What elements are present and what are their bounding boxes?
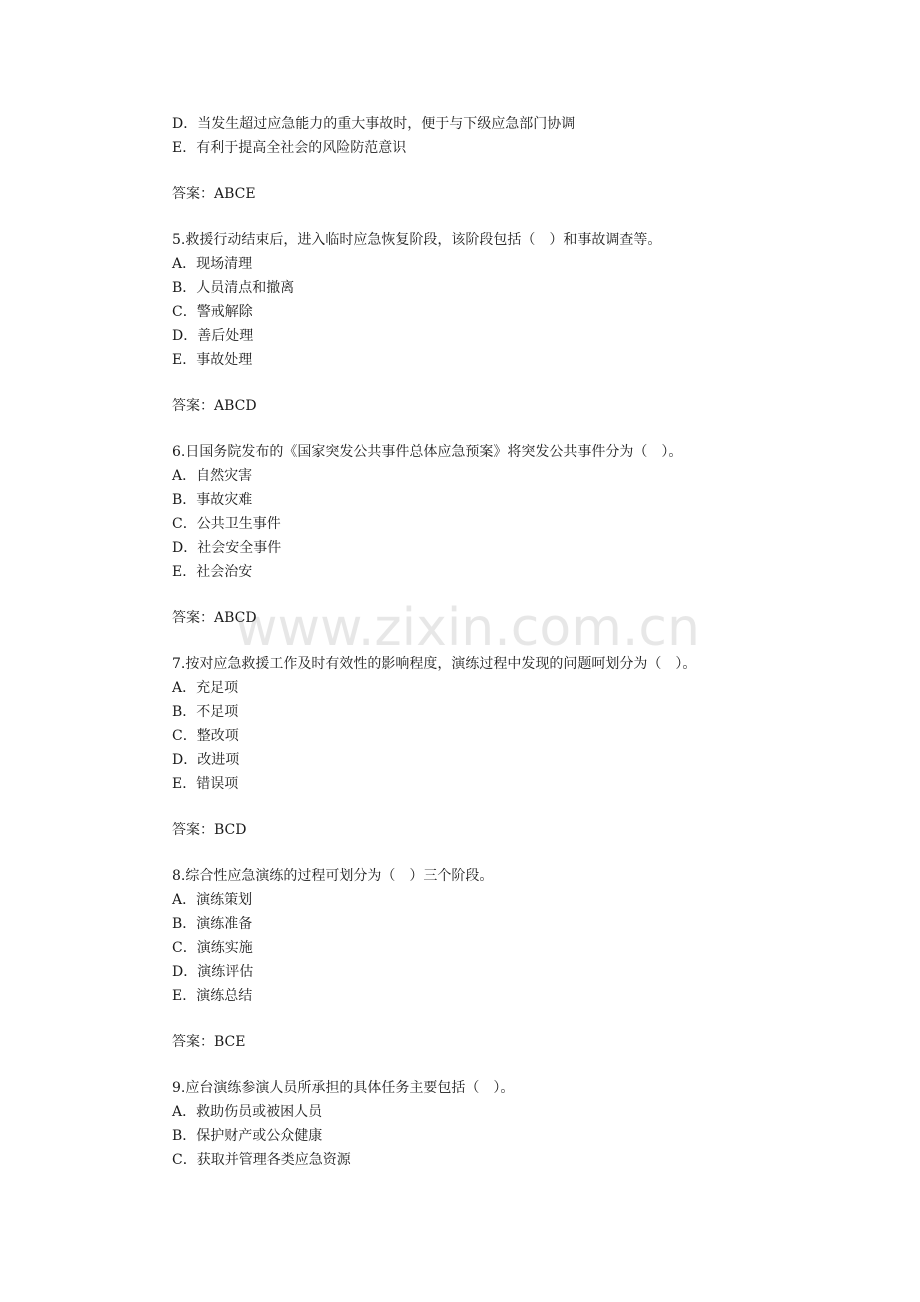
option-b: B．演练准备 xyxy=(172,916,253,932)
option-e: E．有利于提高全社会的风险防范意识 xyxy=(172,140,407,156)
option-e: E．事故处理 xyxy=(172,352,253,368)
question-stem: 8.综合性应急演练的过程可划分为（ ）三个阶段。 xyxy=(172,868,494,884)
answer-line: 答案：BCE xyxy=(172,1034,246,1050)
option-b: B．不足项 xyxy=(172,704,239,720)
option-a: A．充足项 xyxy=(172,680,239,696)
option-b: B．事故灾难 xyxy=(172,492,253,508)
option-e: E．社会治安 xyxy=(172,564,253,580)
option-d: D．善后处理 xyxy=(172,328,254,344)
option-c: C．警戒解除 xyxy=(172,304,253,320)
answer-line: 答案：ABCD xyxy=(172,610,257,626)
option-d: D．当发生超过应急能力的重大事故时，便于与下级应急部门协调 xyxy=(172,116,576,132)
option-a: A．演练策划 xyxy=(172,892,253,908)
question-stem: 9.应台演练参演人员所承担的具体任务主要包括（ ）。 xyxy=(172,1080,515,1096)
option-e: E．错误项 xyxy=(172,776,239,792)
option-c: C．获取并管理各类应急资源 xyxy=(172,1152,351,1168)
document-page xyxy=(172,112,872,1172)
option-a: A．救助伤员或被困人员 xyxy=(172,1104,323,1120)
question-6 xyxy=(172,440,872,652)
option-b: B．保护财产或公众健康 xyxy=(172,1128,323,1144)
option-d: D．改进项 xyxy=(172,752,240,768)
option-d: D．社会安全事件 xyxy=(172,540,282,556)
watermark: www.zixin.com.cn xyxy=(235,598,700,658)
option-c: C．整改项 xyxy=(172,728,239,744)
question-5 xyxy=(172,228,872,440)
answer-line: 答案：BCD xyxy=(172,822,247,838)
option-c: C．演练实施 xyxy=(172,940,253,956)
option-a: A．自然灾害 xyxy=(172,468,253,484)
option-a: A．现场清理 xyxy=(172,256,253,272)
question-stem: 5.救援行动结束后，进入临时应急恢复阶段，该阶段包括（ ）和事故调查等。 xyxy=(172,232,662,248)
option-c: C．公共卫生事件 xyxy=(172,516,281,532)
answer-line: 答案：ABCE xyxy=(172,186,256,202)
prev-question xyxy=(172,112,872,228)
option-b: B．人员清点和撤离 xyxy=(172,280,295,296)
question-7 xyxy=(172,652,872,864)
answer-line: 答案：ABCD xyxy=(172,398,257,414)
question-stem: 6.日国务院发布的《国家突发公共事件总体应急预案》将突发公共事件分为（ ）。 xyxy=(172,444,683,460)
option-d: D．演练评估 xyxy=(172,964,254,980)
question-8 xyxy=(172,864,872,1076)
option-e: E．演练总结 xyxy=(172,988,253,1004)
question-stem: 7.按对应急救援工作及时有效性的影响程度，演练过程中发现的问题呵划分为（ ）。 xyxy=(172,656,697,672)
question-9 xyxy=(172,1076,872,1172)
